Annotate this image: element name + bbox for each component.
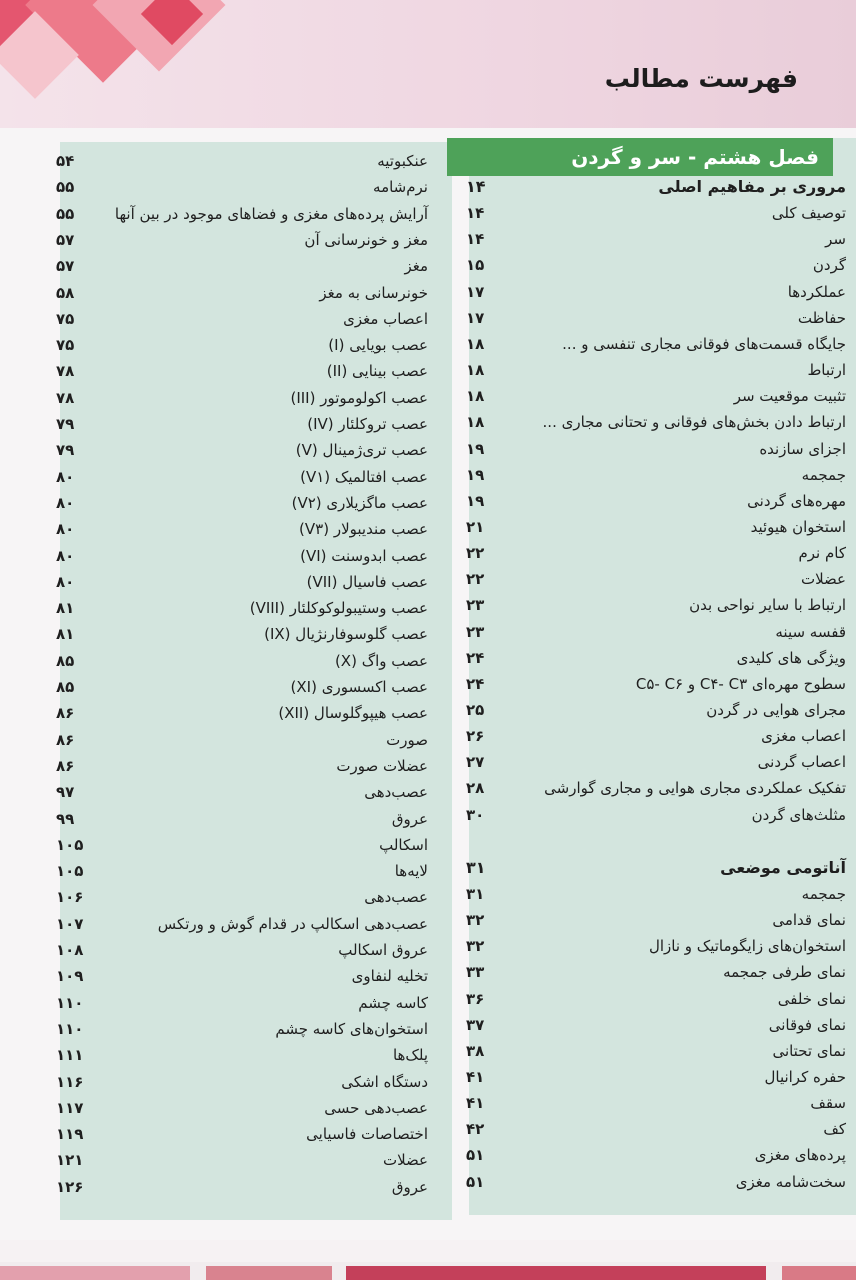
footer-stripe xyxy=(0,1266,190,1280)
toc-entry-title: نمای طرفی جمجمه xyxy=(723,963,846,982)
toc-entry xyxy=(466,1142,846,1168)
toc-entry xyxy=(466,488,846,514)
toc-entry-page: ۸۶ xyxy=(56,704,75,723)
toc-entry-page: ۵۴ xyxy=(56,152,75,170)
toc-entry-page: ۵۵ xyxy=(56,178,75,197)
toc-entry xyxy=(466,1038,846,1064)
toc-entry-title: ارتباط با سایر نواحی بدن xyxy=(689,596,846,615)
toc-entry xyxy=(466,671,846,697)
toc-entry-page: ۸۰ xyxy=(56,572,75,591)
toc-entry-title: اعصاب مغزی xyxy=(343,309,428,328)
toc-entry-page: ۳۱ xyxy=(466,857,486,877)
toc-entry xyxy=(56,1121,428,1147)
toc-entry-title: جایگاه قسمت‌های فوقانی مجاری تنفسی و ... xyxy=(562,334,846,353)
toc-entry xyxy=(466,592,846,618)
toc-entry-title: اسکالپ xyxy=(379,835,428,854)
toc-entry-page: ۸۰ xyxy=(56,493,75,512)
toc-entry xyxy=(466,383,846,409)
toc-entry-title: مثلث‌های گردن xyxy=(751,805,846,824)
toc-entry-title: عصب تروکلئار (IV) xyxy=(307,415,428,433)
toc-entry xyxy=(466,331,846,357)
toc-entry xyxy=(466,933,846,959)
toc-entry xyxy=(56,779,428,805)
toc-entry-page: ۸۱ xyxy=(56,599,75,618)
toc-entry xyxy=(56,937,428,963)
toc-entry xyxy=(56,1042,428,1068)
toc-entry xyxy=(466,252,846,278)
toc-entry xyxy=(466,619,846,645)
toc-entry-page: ۱۱۶ xyxy=(56,1072,84,1091)
toc-entry-title: عصب اکسسوری (XI) xyxy=(290,678,428,696)
toc-entry-title: اختصاصات فاسیایی xyxy=(306,1125,428,1144)
toc-entry xyxy=(56,911,428,937)
toc-entry xyxy=(56,1174,428,1200)
toc-entry-title: نمای خلفی xyxy=(777,989,846,1008)
toc-entry-page: ۲۷ xyxy=(466,753,485,772)
toc-entry xyxy=(466,409,846,435)
toc-entry-title: حفاظت xyxy=(797,308,846,327)
toc-entry-page: ۸۵ xyxy=(56,651,75,670)
toc-entry xyxy=(56,806,428,832)
toc-entry xyxy=(56,411,428,437)
toc-entry xyxy=(466,1090,846,1116)
toc-entry xyxy=(466,174,846,200)
toc-entry-page: ۱۰۷ xyxy=(56,914,84,933)
toc-entry-page: ۳۲ xyxy=(466,937,485,956)
toc-entry-page: ۱۰۸ xyxy=(56,941,84,959)
toc-entry-title: عصب فاسیال (VII) xyxy=(306,572,428,591)
toc-entry-title: توصیف کلی xyxy=(771,204,846,223)
toc-entry xyxy=(466,855,846,881)
toc-entry-title: اعصاب مغزی xyxy=(761,727,846,746)
toc-entry-page: ۳۸ xyxy=(466,1041,485,1060)
toc-entry xyxy=(466,802,846,828)
toc-entry xyxy=(466,723,846,749)
toc-entry xyxy=(56,858,428,884)
toc-entry-page: ۸۰ xyxy=(56,467,75,486)
toc-entry-title: اعصاب گردنی xyxy=(757,753,846,772)
toc-entry-page: ۲۱ xyxy=(466,517,485,536)
toc-entry-title: عصب تری‌ژمینال (V) xyxy=(295,441,428,460)
toc-entry-page: ۵۱ xyxy=(466,1146,485,1165)
toc-entry xyxy=(466,881,846,907)
toc-entry-page: ۱۹ xyxy=(466,465,485,484)
toc-entry-title: ارتباط دادن بخش‌های فوقانی و تحتانی مجاری ... xyxy=(542,413,846,432)
toc-entry-page: ۵۱ xyxy=(466,1172,485,1191)
chapter-header: فصل هشتم - سر و گردن xyxy=(447,138,833,176)
toc-entry-title: عنکبوتیه xyxy=(377,152,428,170)
toc-entry-title: عروق xyxy=(391,1177,428,1196)
toc-entry-page: ۸۵ xyxy=(56,678,75,696)
toc-entry xyxy=(56,543,428,569)
toc-entry xyxy=(56,884,428,910)
toc-entry-title: تثبیت موقعیت سر xyxy=(733,387,846,406)
toc-entry-page: ۱۲۱ xyxy=(56,1151,84,1170)
toc-entry-title: نمای فوقانی xyxy=(768,1015,846,1034)
toc-entry xyxy=(56,727,428,753)
toc-entry-page: ۸۱ xyxy=(56,625,75,644)
toc-entry-title: عضلات xyxy=(800,570,846,589)
toc-entry-page: ۱۰۹ xyxy=(56,967,84,986)
toc-entry-page: ۱۲۶ xyxy=(56,1177,84,1196)
toc-entry-page: ۷۵ xyxy=(56,336,75,355)
toc-entry-title: عروق اسکالپ xyxy=(338,941,428,959)
toc-entry-page: ۵۸ xyxy=(56,283,75,302)
toc-entry xyxy=(466,697,846,723)
toc-entry xyxy=(466,986,846,1012)
toc-entry-title: تفکیک عملکردی مجاری هوایی و مجاری گوارشی xyxy=(544,779,846,798)
toc-entry-title: عصب اکولوموتور (III) xyxy=(290,388,428,407)
toc-entry xyxy=(56,227,428,253)
toc-entry-page: ۱۱۹ xyxy=(56,1125,84,1144)
toc-entry-title: استخوان‌های زایگوماتیک و نازال xyxy=(648,937,846,956)
toc-entry-title: سطوح مهره‌ای C۴- C۳ و C۵- C۶ xyxy=(635,674,846,693)
toc-entry-title: کاسه چشم xyxy=(358,993,428,1012)
toc-entry-page: ۷۸ xyxy=(56,362,75,381)
toc-entry xyxy=(466,540,846,566)
toc-entry-page: ۱۷ xyxy=(466,282,485,301)
toc-entry-title: صورت xyxy=(386,730,428,749)
toc-entry-title: مجرای هوایی در گردن xyxy=(706,701,846,719)
toc-entry-title: جمجمه xyxy=(801,465,846,484)
toc-entry xyxy=(56,280,428,306)
toc-entry xyxy=(466,462,846,488)
toc-entry-title: عصب گلوسوفارنژیال (IX) xyxy=(264,625,428,644)
toc-entry-title: جمجمه xyxy=(801,884,846,903)
toc-entry-page: ۱۴ xyxy=(466,204,485,223)
page-title: فهرست مطالب xyxy=(604,64,798,93)
toc-entry-title: خونرسانی به مغز xyxy=(319,283,428,302)
toc-entry xyxy=(56,1069,428,1095)
toc-entry xyxy=(56,253,428,279)
toc-entry-page: ۸۰ xyxy=(56,520,75,539)
toc-entry-title: پرده‌های مغزی xyxy=(754,1146,846,1165)
toc-entry-page: ۳۶ xyxy=(466,989,485,1008)
toc-entry-page: ۳۲ xyxy=(466,911,485,930)
toc-entry xyxy=(466,1064,846,1090)
toc-entry-page: ۲۴ xyxy=(466,648,485,667)
toc-entry-title: عصب بویایی (I) xyxy=(328,336,428,355)
toc-entry-page: ۳۱ xyxy=(466,884,485,903)
toc-entry-page: ۷۸ xyxy=(56,388,75,407)
toc-entry-page: ۷۹ xyxy=(56,415,75,433)
toc-entry-page: ۳۷ xyxy=(466,1015,485,1034)
toc-entry xyxy=(56,148,428,174)
toc-entry-title: عملکردها xyxy=(787,282,846,301)
toc-entry-page: ۲۶ xyxy=(466,727,485,746)
toc-entry-page: ۹۹ xyxy=(56,809,75,828)
toc-entry-page: ۲۵ xyxy=(466,701,485,719)
toc-entry-title: عروق xyxy=(391,809,428,828)
toc-entry-page: ۷۵ xyxy=(56,309,75,328)
toc-entry xyxy=(56,490,428,516)
toc-entry xyxy=(466,1116,846,1142)
toc-entry-title: آناتومی موضعی xyxy=(720,857,846,877)
toc-entry-page: ۱۹ xyxy=(466,491,485,510)
toc-entry-page: ۱۱۰ xyxy=(56,1019,84,1038)
toc-entry-title: عصب‌دهی xyxy=(364,783,428,802)
toc-entry-page: ۲۸ xyxy=(466,779,485,798)
toc-entry xyxy=(56,648,428,674)
toc-entry-title: سقف xyxy=(810,1094,846,1113)
toc-entry-title: عصب هیپوگلوسال (XII) xyxy=(278,704,428,723)
toc-entry xyxy=(466,645,846,671)
footer-stripe xyxy=(782,1266,856,1280)
toc-entry-page: ۱۵ xyxy=(466,256,485,275)
toc-entry xyxy=(56,385,428,411)
toc-entry xyxy=(466,1169,846,1195)
toc-entry-page: ۴۲ xyxy=(466,1120,485,1139)
toc-entry-title: مروری بر مفاهیم اصلی xyxy=(658,177,846,196)
toc-entry xyxy=(56,595,428,621)
toc-entry-page: ۱۸ xyxy=(466,387,485,406)
toc-entry-page: ۹۷ xyxy=(56,783,75,802)
toc-entry xyxy=(56,569,428,595)
toc-entry-title: استخوان هیوئید xyxy=(750,517,846,536)
toc-entry xyxy=(466,357,846,383)
toc-entry-title: پلک‌ها xyxy=(392,1046,428,1065)
toc-entry-page: ۱۴ xyxy=(466,230,485,249)
toc-entry-page: ۵۷ xyxy=(56,230,75,249)
toc-entry-title: ارتباط xyxy=(807,361,846,380)
toc-entry xyxy=(56,437,428,463)
toc-entry xyxy=(466,1012,846,1038)
toc-entry xyxy=(56,1016,428,1042)
toc-entry-page: ۵۵ xyxy=(56,204,75,223)
toc-entry-title: سر xyxy=(825,230,846,249)
toc-entry-title: کف xyxy=(823,1120,846,1139)
toc-entry-title: عصب بینایی (II) xyxy=(326,362,428,381)
toc-entry-page: ۳۰ xyxy=(466,805,485,824)
toc-entry-page: ۱۱۱ xyxy=(56,1046,84,1065)
toc-entry xyxy=(466,749,846,775)
toc-entry-title: عصب مندیبولار (V۳) xyxy=(299,520,428,539)
toc-entry xyxy=(466,907,846,933)
toc-entry-title: عصب‌دهی حسی xyxy=(324,1098,428,1117)
toc-entry xyxy=(56,753,428,779)
toc-entry-title: آرایش پرده‌های مغزی و فضاهای موجود در بین آنها xyxy=(114,204,428,223)
toc-entry xyxy=(466,436,846,462)
toc-entry-page: ۱۴ xyxy=(466,177,486,196)
toc-entry-title: ویژگی های کلیدی xyxy=(736,648,846,667)
toc-entry-title: عضلات xyxy=(382,1151,428,1170)
toc-entry xyxy=(56,1147,428,1173)
toc-entry-title: سخت‌شامه مغزی xyxy=(735,1172,846,1191)
toc-entry xyxy=(56,306,428,332)
toc-entry-page: ۴۱ xyxy=(466,1067,485,1086)
toc-entry-page: ۴۱ xyxy=(466,1094,485,1113)
toc-entry xyxy=(56,674,428,700)
toc-entry-page: ۸۰ xyxy=(56,546,75,565)
toc-entry-title: عضلات صورت xyxy=(336,756,428,775)
toc-entry-page: ۱۰۵ xyxy=(56,835,84,854)
toc-entry-title: حفره کرانیال xyxy=(764,1067,846,1086)
toc-entry xyxy=(56,832,428,858)
toc-entry-title: عصب ماگزیلاری (V۲) xyxy=(291,493,428,512)
toc-entry-title: عصب افتالمیک (V۱) xyxy=(300,467,428,486)
toc-entry-page: ۱۷ xyxy=(466,308,485,327)
toc-entry-title: کام نرم xyxy=(798,544,846,563)
toc-entry xyxy=(466,226,846,252)
toc-entry-page: ۱۱۷ xyxy=(56,1098,84,1117)
toc-entry-page: ۳۳ xyxy=(466,963,485,982)
toc-entry-page: ۱۸ xyxy=(466,413,485,432)
toc-entry-page: ۱۰۶ xyxy=(56,888,84,907)
toc-entry xyxy=(56,464,428,490)
toc-entry xyxy=(56,700,428,726)
toc-entry-page: ۱۸ xyxy=(466,334,485,353)
toc-entry-page: ۸۶ xyxy=(56,730,75,749)
toc-entry-title: عصب‌دهی اسکالپ در قدام گوش و ورتکس xyxy=(157,914,428,933)
toc-entry-page: ۱۸ xyxy=(466,361,485,380)
toc-entry-page: ۲۲ xyxy=(466,544,485,563)
toc-entry-page: ۲۳ xyxy=(466,622,485,641)
toc-entry xyxy=(56,990,428,1016)
toc-entry xyxy=(56,516,428,542)
toc-entry xyxy=(56,174,428,200)
toc-entry-page: ۱۱۰ xyxy=(56,993,84,1012)
toc-entry-title: استخوان‌های کاسه چشم xyxy=(275,1019,428,1038)
toc-entry-page: ۵۷ xyxy=(56,257,75,276)
toc-entry-page: ۲۲ xyxy=(466,570,485,589)
toc-entry-page: ۱۹ xyxy=(466,439,485,458)
toc-entry-page: ۱۰۵ xyxy=(56,862,84,881)
toc-entry-page: ۸۶ xyxy=(56,756,75,775)
toc-entry xyxy=(466,566,846,592)
toc-entry-page: ۲۳ xyxy=(466,596,485,615)
toc-entry-title: لایه‌ها xyxy=(394,862,428,881)
toc-entry-title: قفسه سینه xyxy=(775,622,846,641)
toc-entry-title: اجزای سازنده xyxy=(759,439,846,458)
toc-entry xyxy=(466,200,846,226)
footer-stripe xyxy=(206,1266,332,1280)
toc-entry-title: گردن xyxy=(812,256,846,275)
footer-stripe xyxy=(346,1266,766,1280)
toc-entry-title: عصب وستیبولوکوکلئار (VIII) xyxy=(249,599,428,618)
toc-entry-title: عصب واگ (X) xyxy=(334,651,428,670)
toc-entry-title: دستگاه اشکی xyxy=(341,1072,428,1091)
toc-entry-title: نمای قدامی xyxy=(772,911,846,930)
toc-entry xyxy=(466,279,846,305)
toc-entry xyxy=(466,775,846,801)
toc-entry-page: ۷۹ xyxy=(56,441,75,460)
toc-entry-page: ۲۴ xyxy=(466,674,485,693)
toc-entry-title: عصب‌دهی xyxy=(364,888,428,907)
toc-entry xyxy=(466,305,846,331)
toc-entry xyxy=(466,959,846,985)
toc-entry-title: مغز xyxy=(404,257,428,276)
toc-entry-title: نمای تحتانی xyxy=(772,1041,846,1060)
toc-entry xyxy=(56,1095,428,1121)
toc-entry xyxy=(56,358,428,384)
toc-entry-title: نرم‌شامه xyxy=(373,178,428,197)
toc-entry-title: تخلیه لنفاوی xyxy=(351,967,428,986)
toc-entry xyxy=(56,201,428,227)
toc-entry xyxy=(56,621,428,647)
toc-entry xyxy=(56,963,428,989)
toc-entry-title: مهره‌های گردنی xyxy=(747,491,846,510)
toc-entry-title: مغز و خونرسانی آن xyxy=(304,230,428,249)
toc-entry xyxy=(56,332,428,358)
toc-entry-title: عصب ابدوسنت (VI) xyxy=(300,546,428,565)
toc-entry xyxy=(466,514,846,540)
